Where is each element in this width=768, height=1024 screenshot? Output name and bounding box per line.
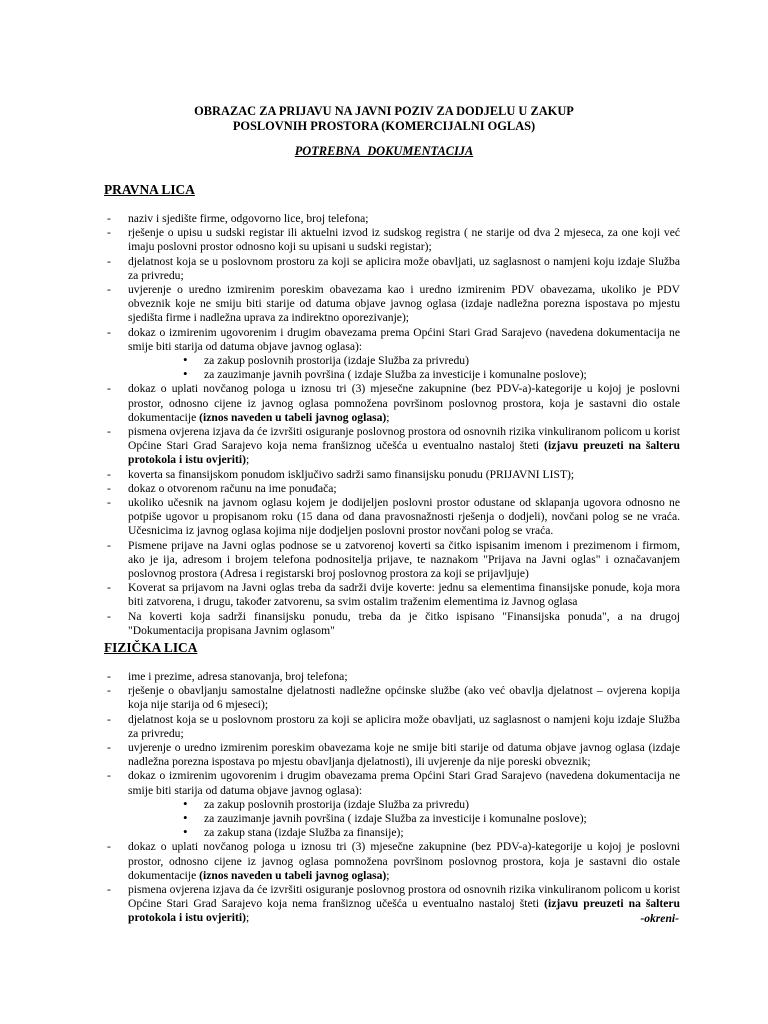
title-line-2: POSLOVNIH PROSTORA (KOMERCIJALNI OGLAS) bbox=[232, 118, 536, 133]
pravna-lica-list bbox=[104, 212, 680, 638]
list-item: - djelatnost koja se u poslovnom prostoru za koji se aplicira može obavljati, uz saglasnost o namjeni koju izdaje Služba za privredu; bbox=[104, 713, 680, 741]
list-item: - rješenje o obavljanju samostalne djelatnosti nadležne općinske službe (ako već obavlja djelatnost – ovjerena kopija koja nije starija od 6 mjeseci); bbox=[104, 684, 680, 712]
bold-statement-note: (izjavu preuzeti na šalteru protokola i istu ovjeriti) bbox=[128, 897, 680, 925]
bullet-item: • za zakup poslovnih prostorija (izdaje Služba za privredu) bbox=[204, 354, 680, 368]
list-item: - naziv i sjedište firme, odgovorno lice, broj telefona; bbox=[104, 212, 680, 226]
document-subtitle: POTREBNA DOKUMENTACIJA bbox=[294, 144, 474, 158]
list-item: - Koverat sa prijavom na Javni oglas treba da sadrži dvije koverte: jednu sa elementima finansijske ponude, koja mora biti zatvorena, i drugu, također zatvorenu, sa svim ostalim traženim elementima iz Javnog oglasa bbox=[104, 581, 680, 609]
fizicka-lica-list bbox=[104, 670, 680, 926]
section-heading-pravna-lica: PRAVNA LICA bbox=[104, 182, 195, 197]
bold-amount-note: (iznos naveden u tabeli javnog oglasa) bbox=[199, 410, 387, 424]
bold-amount-note: (iznos naveden u tabeli javnog oglasa) bbox=[199, 868, 387, 882]
list-item: - uvjerenje o uredno izmirenim poreskim obavezama koje ne smije biti starije od datuma objave javnog oglasa (izdaje nadležna porezna ispostava po mjestu obavljanja djelatnosti), ili uvjerenje da nije poreski obveznik; bbox=[104, 741, 680, 769]
list-item: - dokaz o otvorenom računu na ime ponuđača; bbox=[104, 482, 680, 496]
list-item: - pismena ovjerena izjava da će izvršiti osiguranje poslovnog prostora od osnovnih rizika vinkuliranom policom u korist Općine Stari Grad Sarajevo koja nema franšiznog učešća u eventualno nastaloj šteti (izjavu preuzeti na šalteru protokola i istu ovjeriti); bbox=[104, 883, 680, 926]
bullet-list bbox=[128, 798, 680, 841]
list-item-text: pismena ovjerena izjava da će izvršiti osiguranje poslovnog prostora od osnovnih rizika vinkuliranom policom u korist Općine Stari Grad Sarajevo koja nema franšiznog učešća u eventualno nastaloj šteti bbox=[128, 883, 680, 911]
bullet-item: • za zauzimanje javnih površina ( izdaje Služba za investicije i komunalne poslove); bbox=[204, 368, 680, 382]
list-item-text: pismena ovjerena izjava da će izvršiti osiguranje poslovnog prostora od osnovnih rizika vinkuliranom policom u korist Općine Stari Grad Sarajevo koja nema franšiznog učešća u eventualno nastaloj šteti bbox=[128, 425, 680, 453]
list-item bbox=[104, 326, 680, 383]
bullet-item: • za zakup stana (izdaje Služba za finansije); bbox=[204, 826, 680, 840]
list-item: - djelatnost koja se u poslovnom prostoru za koji se aplicira može obavljati, uz saglasnost o namjeni koju izdaje Služba za privredu; bbox=[104, 255, 680, 283]
list-item bbox=[104, 769, 680, 840]
list-item-text: dokaz o izmirenim ugovorenim i drugim obavezama prema Općini Stari Grad Sarajevo (navedena dokumentacija ne smije biti starija od datuma objave javnog oglasa): bbox=[128, 769, 680, 797]
list-item-text: dokaz o uplati novčanog pologa u iznosu tri (3) mjesečne zakupnine (bez PDV-a)-kategorije u kojoj je poslovni prostor, odnosno cijene iz javnog oglasa pomnožena površinom poslovnog prostora, koja je sastavni dio ostale dokumentacije bbox=[128, 840, 680, 882]
list-item: - rješenje o upisu u sudski registar ili aktuelni izvod iz sudskog registra ( ne starije od dva 2 mjeseca, za one koji već imaju poslovni prostor odnosno koji su upisani u sudski registar); bbox=[104, 226, 680, 254]
bold-statement-note: (izjavu preuzeti na šalteru protokola i istu ovjeriti) bbox=[128, 439, 680, 467]
list-item: - pismena ovjerena izjava da će izvršiti osiguranje poslovnog prostora od osnovnih rizika vinkuliranom policom u korist Općine Stari Grad Sarajevo koja nema franšiznog učešća u eventualno nastaloj šteti (izjavu preuzeti na šalteru protokola i istu ovjeriti); bbox=[104, 425, 680, 468]
list-item: - ukoliko učesnik na javnom oglasu kojem je dodijeljen poslovni prostor odustane od sklapanja ugovora odnosno ne potpiše ugovor u propisanom roku (15 dana od dana pravosnažnosti rješenja o dodjeli), novčani polog se ne vraća. Učesnicima iz javnog oglasa kojima nije dodjeljen poslovni prostor novčani polog se vraća. bbox=[104, 496, 680, 539]
bullet-item: • za zakup poslovnih prostorija (izdaje Služba za privredu) bbox=[204, 798, 680, 812]
list-item: - koverta sa finansijskom ponudom isključivo sadrži samo finansijsku ponudu (PRIJAVNI LIST); bbox=[104, 468, 680, 482]
list-item: - Pismene prijave na Javni oglas podnose se u zatvorenoj koverti sa čitko ispisanim imenom i prezimenom i firmom, ako je ija, adresom i brojem telefona podnositelja prijave, te naznakom "Prijava na Javni oglas" i označavanjem poslovnog prostora (Adresa i registarski broj poslovnog prostora za koji se prijavljuje) bbox=[104, 539, 680, 582]
list-item-text: dokaz o izmirenim ugovorenim i drugim obavezama prema Općini Stari Grad Sarajevo (navedena dokumentacija ne smije biti starija od datuma objave javnog oglasa): bbox=[128, 325, 680, 353]
list-item: - dokaz o uplati novčanog pologa u iznosu tri (3) mjesečne zakupnine (bez PDV-a)-kategorije u kojoj je poslovni prostor, odnosno cijene iz javnog oglasa pomnožena površinom poslovnog prostora, koja je sastavni dio ostale dokumentacije (iznos naveden u tabeli javnog oglasa); bbox=[104, 382, 680, 425]
list-item-text: dokaz o uplati novčanog pologa u iznosu tri (3) mjesečne zakupnine (bez PDV-a)-kategorije u kojoj je poslovni prostor, odnosno cijene iz javnog oglasa pomnožena površinom poslovnog prostora, koja je sastavni dio ostale dokumentacije bbox=[128, 382, 680, 424]
bullet-list bbox=[128, 354, 680, 382]
list-item: - ime i prezime, adresa stanovanja, broj telefona; bbox=[104, 670, 680, 684]
document-title bbox=[0, 104, 768, 134]
list-item: - uvjerenje o uredno izmirenim poreskim obavezama kao i uredno izmirenim PDV obavezama, ukoliko je PDV obveznik koje ne smiju biti starije od datuma objave javnog oglasa (izdaje nadležna porezna ispostava po mjestu sjedišta firme i nadležna uprava za indirektno oporezivanje); bbox=[104, 283, 680, 326]
list-item: - dokaz o uplati novčanog pologa u iznosu tri (3) mjesečne zakupnine (bez PDV-a)-kategorije u kojoj je poslovni prostor, odnosno cijene iz javnog oglasa pomnožena površinom poslovnog prostora, koja je sastavni dio ostale dokumentacije (iznos naveden u tabeli javnog oglasa); bbox=[104, 840, 680, 883]
bullet-item: • za zauzimanje javnih površina ( izdaje Služba za investicije i komunalne poslove); bbox=[204, 812, 680, 826]
page-turn-note: -okreni- bbox=[640, 912, 679, 925]
list-item: - Na koverti koja sadrži finansijsku ponudu, treba da je čitko ispisano "Finansijska ponuda", a na drugoj "Dokumentacija propisana Javnim oglasom" bbox=[104, 610, 680, 638]
section-heading-fizicka-lica: FIZIČKA LICA bbox=[104, 640, 198, 655]
title-line-1: OBRAZAC ZA PRIJAVU NA JAVNI POZIV ZA DODJELU U ZAKUP bbox=[194, 104, 574, 118]
